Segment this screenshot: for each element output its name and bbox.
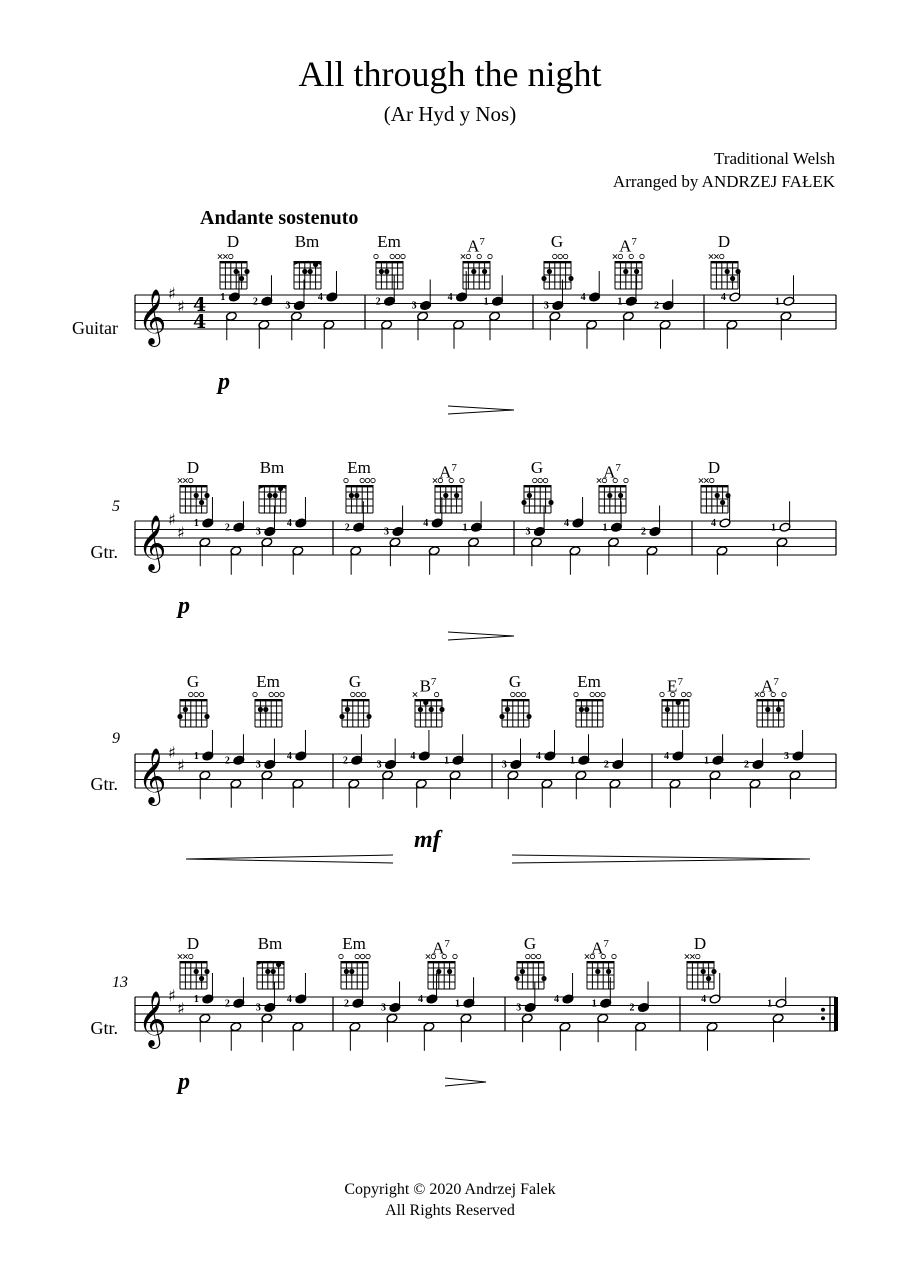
fingering: 2 (344, 522, 350, 534)
chord-diagram-em (372, 252, 407, 302)
chord-root: Bm (294, 232, 320, 251)
chord-extension: 7 (773, 676, 779, 688)
fingering: 1 (704, 755, 709, 767)
chord-diagram-g (540, 252, 575, 302)
instrument-label: Gtr. (90, 1018, 118, 1038)
chord-diagram-a7 (424, 952, 459, 1002)
fingering: 2 (603, 759, 609, 771)
chord-symbol (258, 935, 283, 953)
fingering: 3 (255, 759, 261, 771)
chord-root: B (419, 676, 431, 696)
fingering: 4 (286, 751, 292, 762)
chord-symbol (256, 673, 280, 691)
fingering: 1 (462, 522, 468, 534)
decrescendo-hairpin (448, 632, 514, 640)
chord-diagram-d (176, 952, 211, 1002)
fingering: 2 (654, 300, 660, 312)
fingering: 4 (580, 292, 586, 303)
crescendo-hairpin (186, 855, 393, 863)
chord-diagram-b7 (411, 690, 446, 740)
chord-root: Em (347, 458, 371, 477)
fingering: 4 (317, 292, 323, 303)
fingering: 4 (701, 994, 707, 1005)
fingering: 1 (602, 522, 608, 534)
fingering: 2 (640, 526, 646, 538)
fingering: 3 (501, 759, 507, 771)
chord-root: A (603, 462, 616, 482)
chord-root: G (186, 672, 200, 691)
chord-root: D (186, 934, 200, 953)
fingering: 2 (375, 296, 381, 308)
fingering: 3 (255, 526, 261, 538)
chord-root: A (439, 462, 452, 482)
chord-symbol (708, 459, 720, 477)
measure-number: 13 (112, 974, 128, 991)
composer-credit: Traditional Welsh (714, 149, 835, 168)
fingering: 3 (411, 300, 417, 312)
chord-root: Em (577, 672, 601, 691)
chord-diagram-g (498, 690, 533, 740)
fingering: 1 (569, 755, 575, 767)
fingering: 1 (220, 292, 226, 303)
key-sharp: ♯ (168, 510, 176, 529)
chord-extension: 7 (603, 938, 609, 950)
fingering: 3 (255, 1002, 261, 1014)
chord-diagram-d (683, 952, 718, 1002)
chord-diagram-g (513, 952, 548, 1002)
chord-root: G (348, 672, 362, 691)
chord-symbol (295, 233, 320, 251)
fingering: 3 (376, 759, 382, 771)
decrescendo-hairpin (445, 1078, 486, 1086)
decrescendo-hairpin (512, 855, 810, 863)
fingering: 1 (617, 296, 623, 308)
chord-diagram-em (342, 476, 377, 526)
staff (0, 255, 900, 415)
key-sharp: ♯ (177, 296, 185, 316)
fingering: 1 (444, 755, 450, 767)
chord-extension: 7 (430, 676, 437, 688)
copyright-footer (0, 1179, 900, 1221)
chord-diagram-a7 (583, 952, 618, 1002)
chord-symbol (227, 233, 239, 251)
fingering: 3 (285, 300, 291, 312)
chord-diagram-g (176, 690, 211, 740)
repeat-dot (821, 1016, 825, 1020)
chord-root: A (432, 938, 445, 958)
fingering: 4 (286, 994, 292, 1005)
chord-diagram-bm (255, 476, 290, 526)
fingering: 1 (193, 994, 199, 1005)
chord-extension: 7 (451, 462, 457, 474)
chord-root: G (550, 232, 564, 251)
chord-symbol (377, 233, 401, 251)
fingering: 4 (664, 751, 669, 762)
chord-diagram-bm (290, 252, 325, 302)
chord-symbol (349, 673, 361, 691)
chord-diagram-d (707, 252, 742, 302)
key-sharp: ♯ (177, 522, 185, 542)
fingering: 3 (784, 751, 789, 762)
instrument-label: Gtr. (90, 774, 118, 794)
chord-symbol (347, 459, 371, 477)
fingering: 1 (591, 998, 597, 1010)
chord-root: D (226, 232, 240, 251)
chord-diagram-a7 (431, 476, 466, 526)
chord-extension: 7 (479, 236, 485, 248)
page-title: All through the night (298, 54, 602, 94)
chord-extension: 7 (615, 462, 621, 474)
chord-diagram-d (176, 476, 211, 526)
chord-diagram-a7 (611, 252, 646, 302)
fingering: 1 (774, 296, 780, 308)
fingering: 4 (417, 994, 423, 1005)
chord-diagram-d (216, 252, 251, 302)
key-sharp: ♯ (177, 998, 185, 1018)
fingering: 3 (380, 1002, 386, 1014)
page-subtitle: (Ar Hyd y Nos) (383, 102, 517, 126)
fingering: 4 (720, 292, 726, 303)
fingering: 2 (224, 522, 230, 534)
fingering: 4 (423, 518, 429, 529)
chord-root: G (523, 934, 537, 953)
time-signature-bottom: 4 (193, 311, 207, 333)
treble-clef: 𝄞 (138, 515, 167, 571)
chord-symbol (509, 673, 521, 691)
dynamic-marking: p (218, 369, 230, 395)
final-barline (834, 997, 838, 1031)
chord-symbol (187, 459, 199, 477)
fingering: 4 (286, 518, 292, 529)
fingering: 3 (516, 1002, 522, 1014)
chord-symbol (342, 935, 366, 953)
measure-number: 5 (112, 498, 120, 515)
chord-extension: 7 (631, 236, 637, 248)
fingering: 2 (629, 1002, 635, 1014)
chord-extension: 7 (444, 938, 450, 950)
chord-diagram-a7 (595, 476, 630, 526)
chord-diagram-g (338, 690, 373, 740)
key-sharp: ♯ (177, 755, 185, 775)
key-sharp: ♯ (168, 284, 176, 303)
fingering: 2 (224, 998, 230, 1010)
chord-root: A (467, 236, 480, 256)
fingering: 4 (410, 751, 416, 762)
treble-clef: 𝄞 (138, 289, 167, 345)
treble-clef: 𝄞 (138, 748, 167, 804)
chord-root: D (693, 934, 707, 953)
fingering: 2 (343, 998, 349, 1010)
chord-diagram-em (251, 690, 286, 740)
fingering: 2 (744, 759, 749, 771)
rights-line: All Rights Reserved (385, 1202, 515, 1219)
treble-clef: 𝄞 (138, 991, 167, 1047)
key-sharp: ♯ (168, 743, 176, 762)
instrument-label: Guitar (72, 318, 118, 338)
chord-root: Bm (259, 458, 285, 477)
chord-root: E (667, 676, 678, 696)
dynamic-marking: mf (414, 827, 441, 853)
chord-diagram-em (572, 690, 607, 740)
fingering: 1 (193, 518, 199, 529)
chord-symbol (551, 233, 563, 251)
fingering: 1 (771, 522, 776, 534)
fingering: 3 (383, 526, 389, 538)
chord-root: A (619, 236, 632, 256)
chord-diagram-g (520, 476, 555, 526)
chord-symbol (531, 459, 543, 477)
measure-number: 9 (112, 730, 120, 747)
chord-symbol (260, 459, 285, 477)
fingering: 4 (711, 518, 716, 529)
copyright-line: Copyright © 2020 Andrzej Falek (344, 1181, 556, 1198)
chord-root: Bm (257, 934, 283, 953)
chord-symbol (718, 233, 730, 251)
fingering: 3 (525, 526, 531, 538)
chord-symbol (577, 673, 601, 691)
chord-root: A (761, 676, 774, 696)
instrument-label: Gtr. (90, 542, 118, 562)
fingering: 2 (252, 296, 258, 308)
chord-diagram-a7 (459, 252, 494, 302)
chord-extension: 7 (677, 676, 683, 688)
key-sharp: ♯ (168, 986, 176, 1005)
chord-symbol (524, 935, 536, 953)
fingering: 4 (553, 994, 559, 1005)
chord-diagram-d (697, 476, 732, 526)
chord-root: Em (377, 232, 401, 251)
fingering: 4 (447, 292, 453, 303)
chord-diagram-em (337, 952, 372, 1002)
chord-root: D (717, 232, 731, 251)
arranger-credit: Arranged by ANDRZEJ FAŁEK (612, 172, 835, 191)
chord-root: G (530, 458, 544, 477)
fingering: 1 (483, 296, 489, 308)
fingering: 4 (535, 751, 541, 762)
chord-diagram-a7 (753, 690, 788, 740)
chord-symbol (694, 935, 706, 953)
decrescendo-hairpin (448, 406, 514, 414)
chord-root: Em (256, 672, 280, 691)
chord-symbol (187, 935, 199, 953)
fingering: 2 (342, 755, 348, 767)
time-signature-top: 4 (193, 294, 207, 316)
chord-symbol (187, 673, 199, 691)
repeat-dot (821, 1008, 825, 1012)
fingering: 1 (193, 751, 199, 762)
dynamic-marking: p (178, 1069, 190, 1095)
fingering: 2 (224, 755, 230, 767)
chord-diagram-bm (253, 952, 288, 1002)
chord-root: A (591, 938, 604, 958)
chord-root: G (508, 672, 522, 691)
chord-root: D (186, 458, 200, 477)
fingering: 1 (454, 998, 460, 1010)
dynamic-marking: p (178, 593, 190, 619)
chord-root: Em (342, 934, 366, 953)
tempo-marking: Andante sostenuto (200, 207, 359, 229)
chord-diagram-e7 (658, 690, 693, 740)
chord-root: D (707, 458, 721, 477)
fingering: 4 (563, 518, 569, 529)
fingering: 1 (767, 998, 773, 1010)
fingering: 3 (543, 300, 549, 312)
